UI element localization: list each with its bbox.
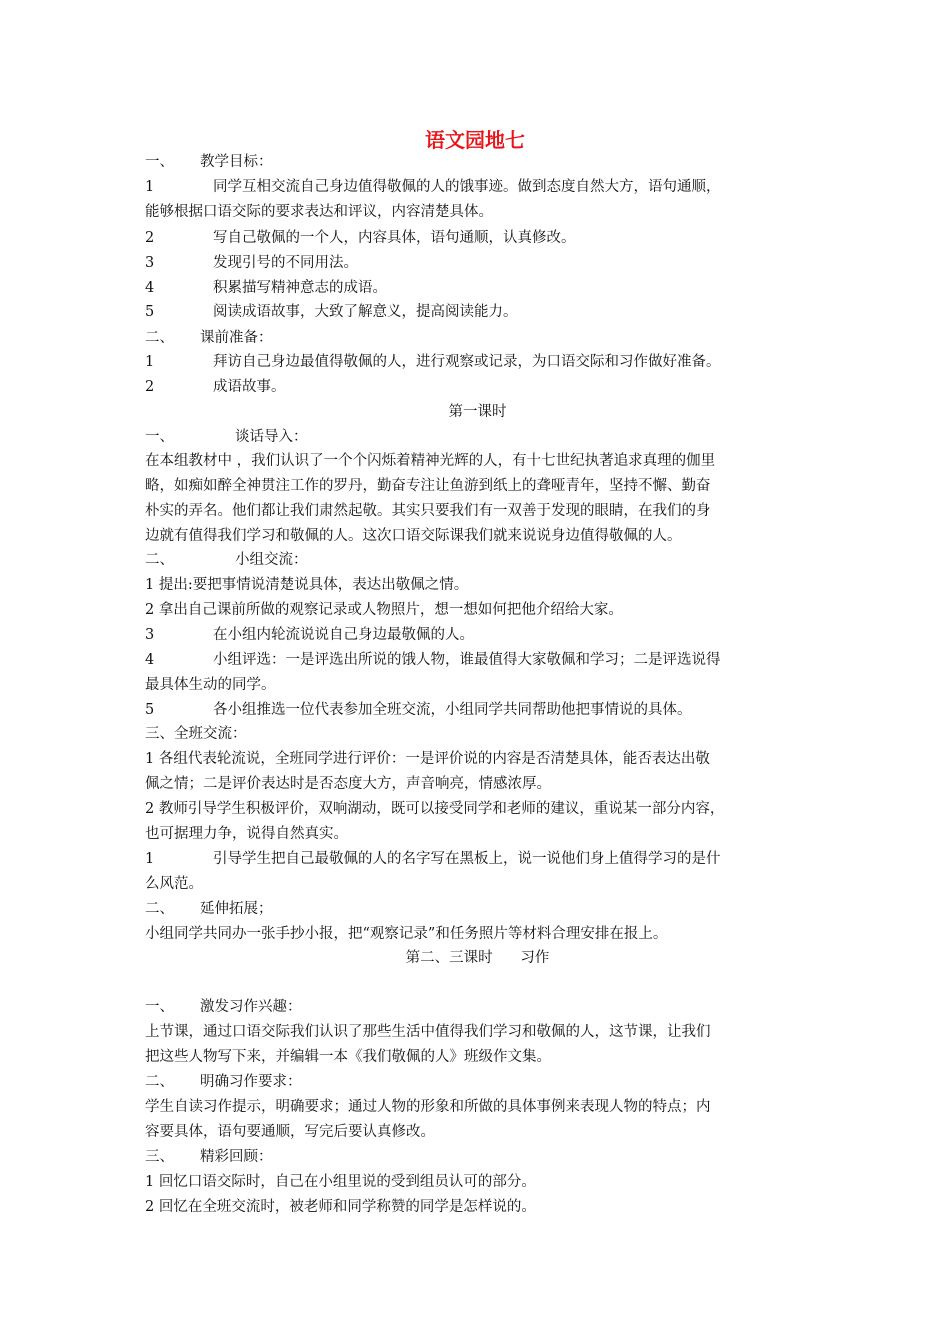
paragraph-line: 上节课，通过口语交际我们认识了那些生活中值得我们学习和敬佩的人，这节课，让我们 (145, 1024, 711, 1040)
section-heading: 一、 谈话导入： (145, 429, 308, 445)
document-title: 语文园地七 (425, 128, 525, 152)
paragraph-line: 能够根据口语交际的要求表达和评议，内容清楚具体。 (145, 204, 493, 220)
list-item: 5 阅读成语故事，大致了解意义，提高阅读能力。 (145, 304, 518, 320)
section-heading: 二、 小组交流： (145, 552, 308, 568)
list-item: 4 小组评选：一是评选出所说的饿人物，谁最值得大家敬佩和学习；二是评选说得 (145, 652, 721, 668)
list-item: 3 发现引号的不同用法。 (145, 255, 358, 271)
list-item: 1 同学互相交流自己身边值得敬佩的人的饿事迹。做到态度自然大方，语句通顺， (145, 179, 721, 195)
paragraph-line: 最具体生动的同学。 (145, 677, 276, 693)
paragraph-line: 把这些人物写下来，并编辑一本《我们敬佩的人》班级作文集。 (145, 1049, 551, 1065)
paragraph-line: 佩之情；二是评价表达时是否态度大方，声音响亮，情感浓厚。 (145, 776, 551, 792)
list-item: 3 在小组内轮流说说自己身边最敬佩的人。 (145, 627, 474, 643)
list-item: 1 提出:要把事情说清楚说具体，表达出敬佩之情。 (145, 577, 469, 593)
list-item: 2 教师引导学生积极评价，双响湖动，既可以接受同学和老师的建议，重说某一部分内容， (145, 801, 725, 817)
list-item: 1 拜访自己身边最值得敬佩的人，进行观察或记录，为口语交际和习作做好准备。 (145, 354, 721, 370)
paragraph-line: 容要具体，语句要通顺，写完后要认真修改。 (145, 1124, 435, 1140)
section-heading: 三、 精彩回顾： (145, 1149, 273, 1165)
section-heading: 二、 课前准备： (145, 330, 273, 346)
section-heading: 三、全班交流： (145, 726, 247, 742)
section-heading: 二、 明确习作要求： (145, 1074, 302, 1090)
lesson-heading: 第二、三课时 习作 (405, 950, 550, 966)
list-item: 1 引导学生把自己最敬佩的人的名字写在黑板上，说一说他们身上值得学习的是什 (145, 851, 721, 867)
section-heading: 一、 激发习作兴趣： (145, 999, 302, 1015)
paragraph-line: 朴实的弄名。他们都让我们肃然起敬。其实只要我们有一双善于发现的眼睛，在我们的身 (145, 503, 711, 519)
list-item: 2 成语故事。 (145, 379, 286, 395)
list-item: 1 回忆口语交际时，自己在小组里说的受到组员认可的部分。 (145, 1174, 536, 1190)
list-item: 2 回忆在全班交流时，被老师和同学称赞的同学是怎样说的。 (145, 1199, 536, 1215)
list-item: 1 各组代表轮流说，全班同学进行评价：一是评价说的内容是否清楚具体，能否表达出敬 (145, 751, 710, 767)
paragraph-line: 么风范。 (145, 876, 203, 892)
section-heading: 二、 延伸拓展； (145, 901, 273, 917)
paragraph-line: 边就有值得我们学习和敬佩的人。这次口语交际课我们就来说说身边值得敬佩的人。 (145, 528, 682, 544)
list-item: 2 写自己敬佩的一个人，内容具体，语句通顺，认真修改。 (145, 230, 576, 246)
list-item: 2 拿出自己课前所做的观察记录或人物照片，想一想如何把他介绍给大家。 (145, 602, 623, 618)
lesson-heading: 第一课时 (448, 404, 507, 420)
list-item: 4 积累描写精神意志的成语。 (145, 280, 387, 296)
paragraph-line: 略，如痴如醉全神贯注工作的罗丹，勤奋专注让鱼游到纸上的聋哑青年，坚持不懈、勤奋 (145, 478, 711, 494)
section-heading: 一、 教学目标： (145, 154, 273, 170)
paragraph-line: 小组同学共同办一张手抄小报，把“观察记录”和任务照片等材料合理安排在报上。 (145, 926, 668, 942)
paragraph-line: 也可据理力争，说得自然真实。 (145, 826, 348, 842)
paragraph-line: 在本组教材中 ，我们认识了一个个闪烁着精神光辉的人，有十七世纪执著追求真理的伽里 (145, 453, 716, 469)
paragraph-line: 学生自读习作提示，明确要求；通过人物的形象和所做的具体事例来表现人物的特点；内 (145, 1099, 711, 1115)
list-item: 5 各小组推选一位代表参加全班交流，小组同学共同帮助他把事情说的具体。 (145, 702, 692, 718)
